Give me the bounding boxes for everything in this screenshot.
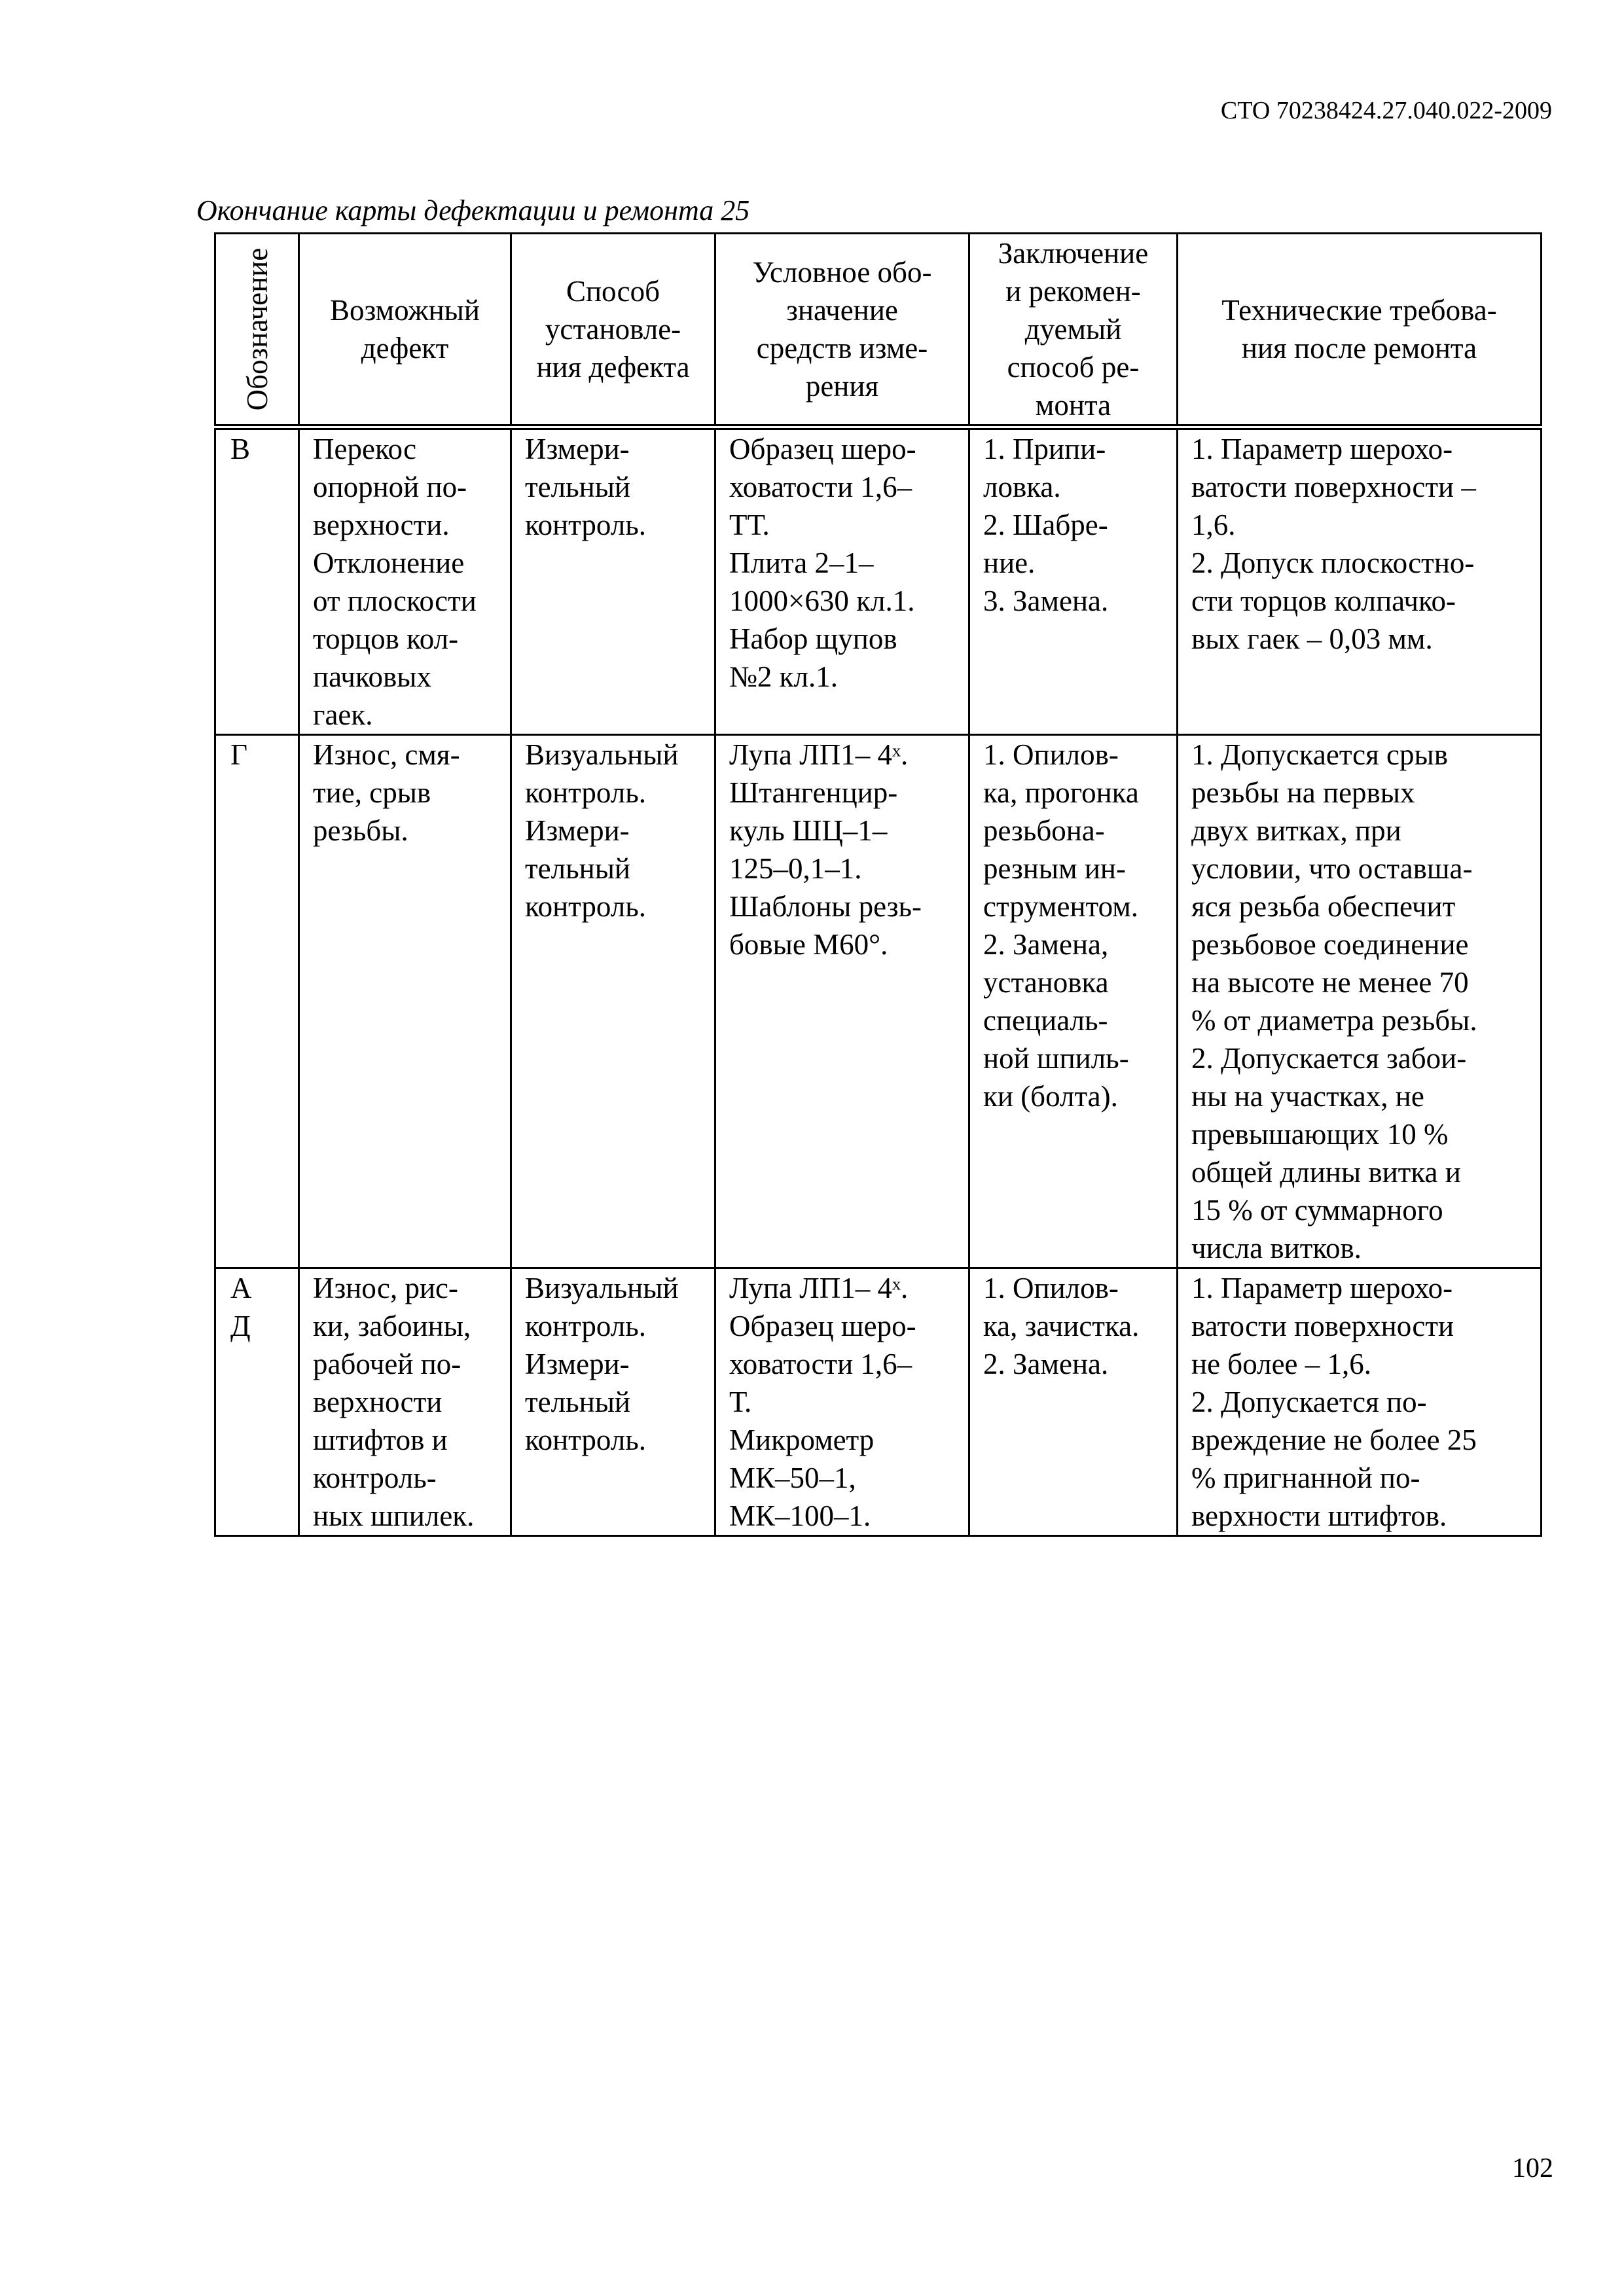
table-row — [215, 735, 1542, 1268]
cell-repair: 1. Опилов- ка, зачистка. 2. Замена. — [969, 1268, 1178, 1536]
column-header-method: Способ установле- ния дефекта — [511, 234, 715, 427]
cell-requirements: 1. Параметр шерохо- ватости поверхности – 1,6. 2. Допуск плоскостно- сти торцов колпачко- вых гаек – 0,03 мм. — [1178, 427, 1542, 735]
page-number: 102 — [1512, 2153, 1553, 2183]
table-row — [215, 427, 1542, 735]
column-header-repair: Заключение и рекомен- дуемый способ ре- монта — [969, 234, 1178, 427]
cell-method: Визуальный контроль. Измери- тельный контроль. — [511, 1268, 715, 1536]
cell-instruments: Образец шеро- ховатости 1,6– ТТ. Плита 2–1– 1000×630 кл.1. Набор щупов №2 кл.1. — [715, 427, 969, 735]
defect-repair-table — [214, 232, 1542, 1537]
cell-method: Визуальный контроль. Измери- тельный контроль. — [511, 735, 715, 1268]
column-header-defect: Возможный дефект — [299, 234, 511, 427]
cell-defect: Перекос опорной по- верхности. Отклонение от плоскости торцов кол- пачковых гаек. — [299, 427, 511, 735]
table-row — [215, 1268, 1542, 1536]
cell-instruments: Лупа ЛП1– 4ˣ. Штангенцир- куль ШЦ–1– 125–0,1–1. Шаблоны резь- бовые М60°. — [715, 735, 969, 1268]
cell-code: Г — [215, 735, 299, 1268]
table-caption: Окончание карты дефектации и ремонта 25 — [196, 194, 750, 226]
cell-code: А Д — [215, 1268, 299, 1536]
cell-code: В — [215, 427, 299, 735]
column-header-code — [215, 234, 299, 427]
table-header-row — [215, 234, 1542, 427]
cell-repair: 1. Опилов- ка, прогонка резьбона- резным ин- струментом. 2. Замена, установка специаль- ной шпиль- ки (болта). — [969, 735, 1178, 1268]
column-header-requirements: Технические требова- ния после ремонта — [1178, 234, 1542, 427]
document-code: СТО 70238424.27.040.022-2009 — [1220, 97, 1552, 124]
cell-defect: Износ, смя- тие, срыв резьбы. — [299, 735, 511, 1268]
cell-method: Измери- тельный контроль. — [511, 427, 715, 735]
cell-defect: Износ, рис- ки, забоины, рабочей по- верхности штифтов и контроль- ных шпилек. — [299, 1268, 511, 1536]
cell-repair: 1. Припи- ловка. 2. Шабре- ние. 3. Замена. — [969, 427, 1178, 735]
cell-requirements: 1. Параметр шерохо- ватости поверхности не более – 1,6. 2. Допускается по- вреждение не более 25 % пригнанной по- верхности штифтов. — [1178, 1268, 1542, 1536]
column-header-instruments: Условное обо- значение средств изме- рения — [715, 234, 969, 427]
cell-requirements: 1. Допускается срыв резьбы на первых двух витках, при условии, что оставша- яся резьба обеспечит резьбовое соединение на высоте не менее 70 % от диаметра резьбы. 2. Допускается забои- ны на участках, не превышающих 10 % общей длины витка и 15 % от суммарного числа витков. — [1178, 735, 1542, 1268]
cell-instruments: Лупа ЛП1– 4ˣ. Образец шеро- ховатости 1,6– Т. Микрометр МК–50–1, МК–100–1. — [715, 1268, 969, 1536]
column-header-code-label: Обозначение — [240, 247, 274, 411]
